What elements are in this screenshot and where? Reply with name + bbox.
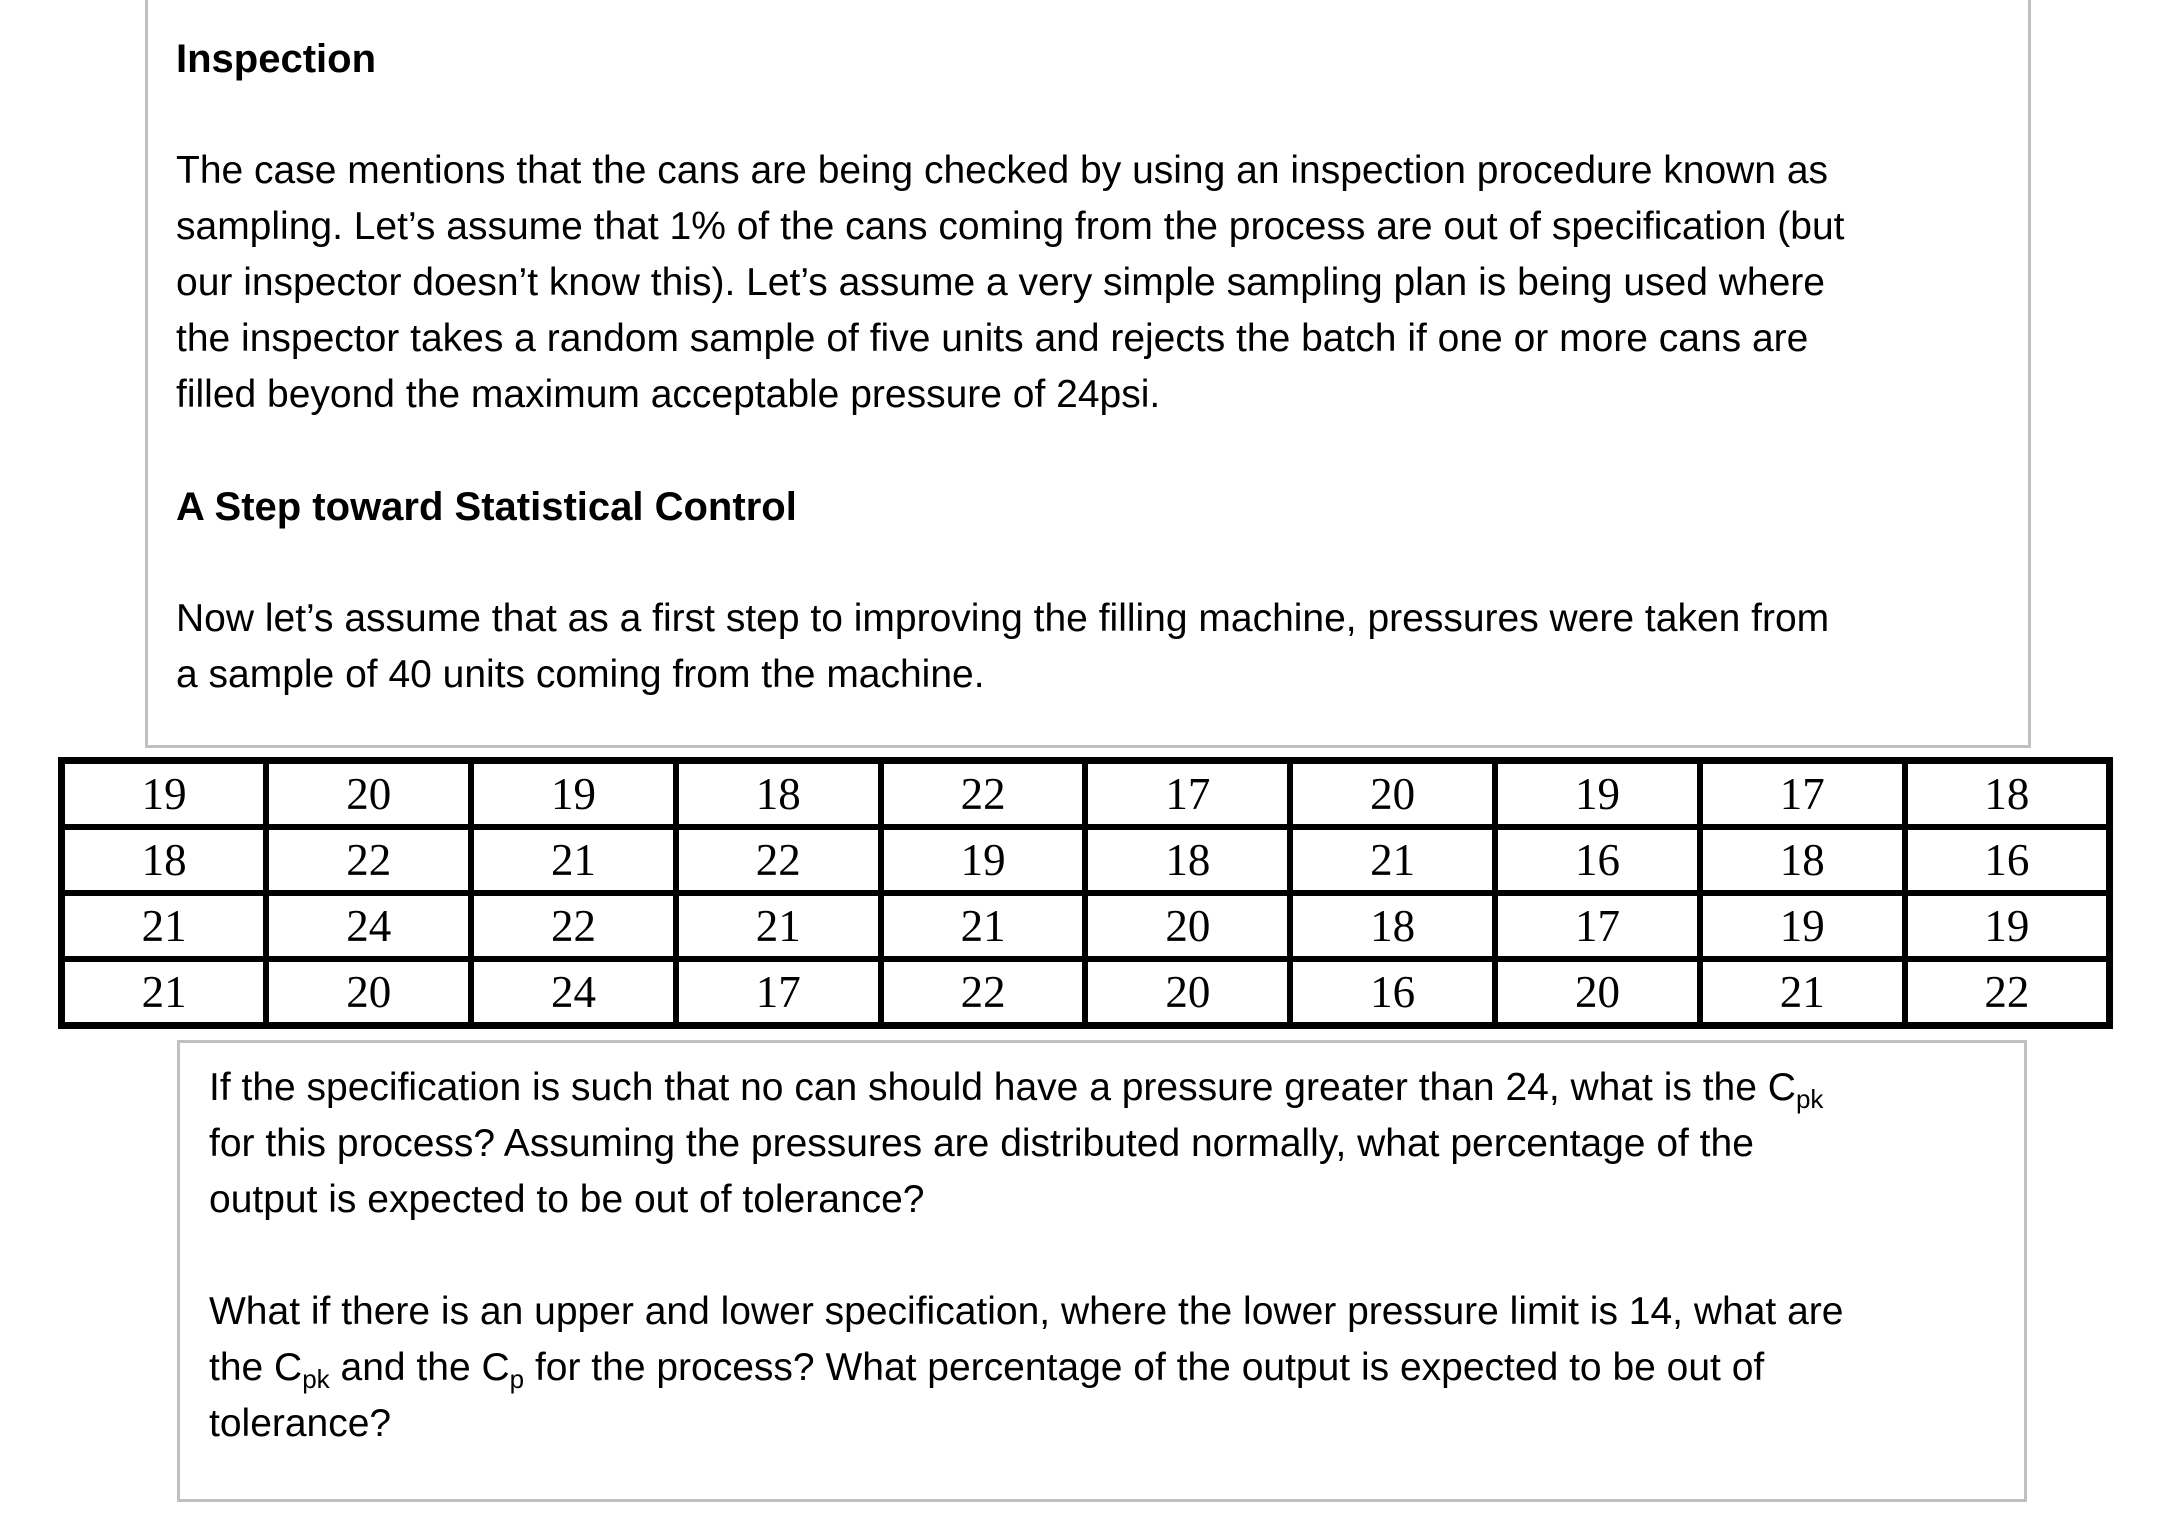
table-cell: 18 [1905,761,2110,828]
table-cell: 18 [1085,827,1290,893]
table-cell: 21 [676,893,881,959]
table-cell: 21 [62,959,267,1026]
table-cell: 17 [1700,761,1905,828]
table-cell: 22 [676,827,881,893]
question-text: and the C [329,1346,510,1389]
table-cell: 16 [1905,827,2110,893]
question-line: tolerance? [209,1402,392,1445]
table-cell: 19 [881,827,1086,893]
table-row [62,893,2110,959]
table-cell: 16 [1290,959,1495,1026]
table-row [62,761,2110,828]
paragraph-statistical-control [176,591,1829,703]
paragraph-line: The case mentions that the cans are being checked by using an inspection procedure known as [176,149,1829,192]
pressure-data-table [58,757,2113,1029]
table-cell: 21 [1290,827,1495,893]
question-text: If the specification is such that no can should have a pressure greater than 24, what is the C [209,1066,1796,1109]
question-line [209,1340,1843,1396]
question-line: output is expected to be out of tolerance? [209,1178,925,1221]
question-cpk-cp-two-sided [209,1284,1843,1452]
table-cell: 22 [881,959,1086,1026]
table-cell: 17 [1085,761,1290,828]
table-cell: 22 [1905,959,2110,1026]
table-cell: 20 [1495,959,1700,1026]
table-cell: 18 [676,761,881,828]
paragraph-line: the inspector takes a random sample of five units and rejects the batch if one or more cans are [176,317,1809,360]
heading-statistical-control: A Step toward Statistical Control [176,485,797,529]
table-cell: 21 [1700,959,1905,1026]
paragraph-line: sampling. Let’s assume that 1% of the cans coming from the process are out of specification (but [176,205,1845,248]
paragraph-line: filled beyond the maximum acceptable pressure of 24psi. [176,373,1161,416]
table-cell: 20 [266,959,471,1026]
paragraph-line: a sample of 40 units coming from the machine. [176,653,985,696]
table-cell: 17 [676,959,881,1026]
table-cell: 19 [1495,761,1700,828]
table-cell: 18 [62,827,267,893]
table-cell: 19 [1905,893,2110,959]
subscript-p: p [509,1364,525,1394]
question-text: the C [209,1346,303,1389]
paragraph-line: our inspector doesn’t know this). Let’s assume a very simple sampling plan is being used where [176,261,1825,304]
heading-inspection: Inspection [176,37,377,81]
table-cell: 17 [1495,893,1700,959]
paragraph-inspection [176,143,1844,423]
table-cell: 19 [471,761,676,828]
subscript-pk: pk [302,1364,330,1394]
table-row [62,959,2110,1026]
table-cell: 20 [266,761,471,828]
table-cell: 22 [471,893,676,959]
table-cell: 20 [1290,761,1495,828]
table-cell: 18 [1700,827,1905,893]
table-cell: 22 [881,761,1086,828]
question-line: for this process? Assuming the pressures are distributed normally, what percentage of the [209,1122,1754,1165]
table-cell: 16 [1495,827,1700,893]
table-cell: 20 [1085,959,1290,1026]
table-cell: 20 [1085,893,1290,959]
question-text: for the process? What percentage of the output is expected to be out of [524,1346,1765,1389]
paragraph-line: Now let’s assume that as a first step to improving the filling machine, pressures were taken from [176,597,1830,640]
table-cell: 24 [266,893,471,959]
question-line: What if there is an upper and lower specification, where the lower pressure limit is 14, what are [209,1290,1844,1333]
table-cell: 21 [62,893,267,959]
table-row [62,827,2110,893]
subscript-pk: pk [1795,1084,1824,1114]
table-cell: 21 [471,827,676,893]
table-cell: 18 [1290,893,1495,959]
table-cell: 22 [266,827,471,893]
table-cell: 21 [881,893,1086,959]
table-cell: 24 [471,959,676,1026]
question-cpk-upper [209,1060,1823,1228]
table-cell: 19 [62,761,267,828]
table-cell: 19 [1700,893,1905,959]
question-line [209,1060,1823,1116]
